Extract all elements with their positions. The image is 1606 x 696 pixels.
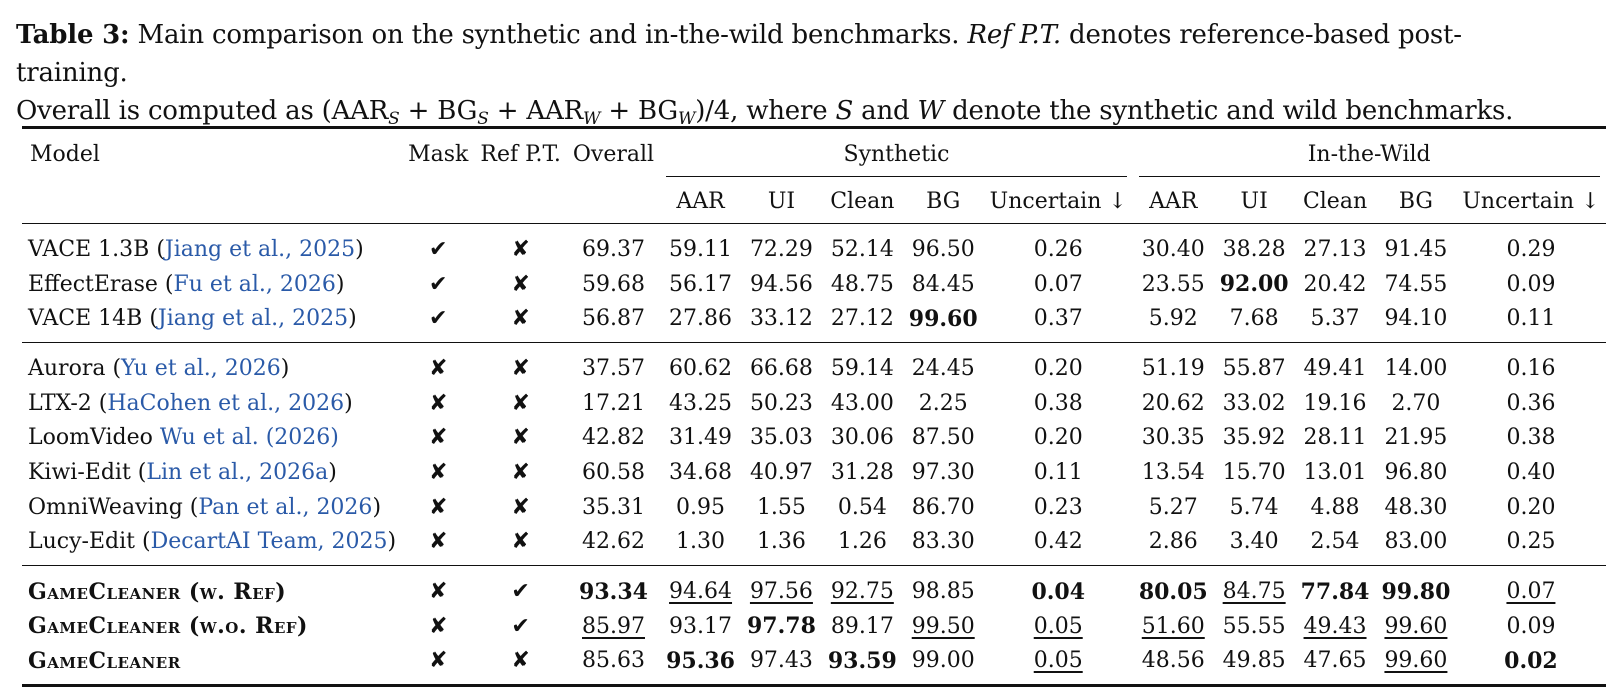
table-cell: 0.11: [1033, 459, 1083, 485]
table-cell: 1.36: [756, 529, 806, 555]
table-cell: 2.70: [1391, 390, 1441, 416]
model-name: GameCleaner (w. Ref): [22, 566, 402, 609]
table-cell: 0.23: [1033, 494, 1083, 520]
table-cell: 52.14: [822, 224, 903, 267]
table-row: [22, 566, 1606, 609]
subheader-syn-bg: BG: [926, 188, 961, 214]
ref-indicator: ✘: [511, 306, 530, 332]
subheader-wild-bg: BG: [1398, 188, 1433, 214]
table-cell: 2.25: [918, 390, 968, 416]
mask-indicator: ✘: [429, 613, 448, 639]
model-name: OmniWeaving (Pan et al., 2026): [28, 494, 382, 520]
model-name: GameCleaner (w.o. Ref): [28, 613, 308, 640]
table-cell: 4.88: [1310, 494, 1360, 520]
table-cell: 27.13: [1295, 224, 1376, 267]
table-cell: 0.40: [1506, 459, 1556, 485]
subheader-wild-ui: UI: [1240, 188, 1268, 214]
table-cell: 49.41: [1295, 343, 1376, 386]
table-cell: 27.86: [669, 306, 733, 332]
table-cell: 0.38: [1506, 425, 1556, 451]
table-cell: 94.64: [660, 566, 741, 609]
ref-indicator: ✘: [511, 425, 530, 451]
table-cell: 0.29: [1456, 224, 1605, 267]
table-cell: 96.50: [903, 224, 984, 267]
table-cell: 0.54: [837, 494, 887, 520]
subheader-wild-clean: Clean: [1302, 188, 1368, 214]
subheader-wild-aar: AAR: [1149, 188, 1198, 214]
table-cell: 85.63: [582, 648, 645, 674]
table-cell: 99.80: [1375, 566, 1456, 609]
mask-indicator: ✔: [429, 271, 448, 297]
table-cell: 95.36: [666, 647, 735, 674]
table-row: [22, 644, 1606, 686]
table-cell: 0.16: [1456, 343, 1605, 386]
table-cell: 47.65: [1303, 648, 1367, 674]
table-cell: 42.62: [582, 529, 645, 555]
table-cell: 0.07: [1456, 566, 1605, 609]
citation-link[interactable]: DecartAI Team, 2025: [150, 529, 388, 555]
table-cell: 19.16: [1303, 390, 1367, 416]
table-cell: 77.84: [1295, 566, 1376, 609]
table-row: [22, 386, 1606, 421]
ref-indicator: ✘: [511, 459, 530, 485]
table-cell: 17.21: [582, 390, 645, 416]
table-cell: 55.87: [1214, 343, 1295, 386]
table-cell: 0.20: [1506, 494, 1556, 520]
table-cell: 0.05: [1033, 613, 1083, 639]
header-synthetic: Synthetic: [660, 128, 1133, 180]
table-cell: 0.36: [1506, 390, 1556, 416]
table-cell: 83.00: [1384, 529, 1448, 555]
table-cell: 37.57: [567, 343, 660, 386]
table-cell: 30.40: [1133, 224, 1214, 267]
table-cell: 97.43: [749, 648, 813, 674]
mask-indicator: ✘: [429, 494, 448, 520]
table-cell: 66.68: [741, 343, 822, 386]
table-cell: 59.68: [582, 271, 645, 297]
mask-indicator: ✘: [429, 459, 448, 485]
ref-indicator: ✔: [474, 566, 567, 609]
ref-indicator: ✘: [474, 224, 567, 267]
table-cell: 30.35: [1141, 425, 1205, 451]
citation-link[interactable]: Pan et al., 2026: [198, 494, 373, 520]
ref-indicator: ✘: [511, 648, 530, 674]
mask-indicator: ✘: [429, 648, 448, 674]
table-cell: 72.29: [741, 224, 822, 267]
table-cell: 51.60: [1141, 613, 1205, 639]
model-name: GameCleaner: [28, 647, 181, 674]
table-cell: 97.30: [911, 459, 975, 485]
table-cell: 93.59: [827, 647, 897, 674]
table-cell: 27.12: [830, 306, 894, 332]
table-cell: 89.17: [830, 613, 894, 639]
model-name: Kiwi-Edit (Lin et al., 2026a): [28, 459, 337, 485]
ref-indicator: ✘: [511, 390, 530, 416]
table-cell: 21.95: [1384, 425, 1448, 451]
table-cell: 51.19: [1133, 343, 1214, 386]
mask-indicator: ✔: [429, 306, 448, 332]
table-cell: 92.00: [1219, 271, 1289, 298]
model-name: VACE 14B (Jiang et al., 2025): [28, 306, 357, 332]
table-cell: 0.26: [984, 224, 1133, 267]
table-cell: 31.28: [830, 459, 894, 485]
table-cell: 33.02: [1222, 390, 1286, 416]
table-cell: 74.55: [1384, 271, 1448, 297]
caption-label: Table 3:: [16, 20, 130, 50]
table-cell: 85.97: [582, 613, 645, 639]
subheader-syn-ui: UI: [767, 188, 796, 214]
table-cell: 94.56: [749, 271, 813, 297]
table-cell: 23.55: [1141, 271, 1205, 297]
table-cell: 99.00: [911, 648, 975, 674]
table-row: [22, 490, 1606, 525]
table-cell: 20.62: [1141, 390, 1205, 416]
header-overall: Overall: [572, 141, 655, 167]
table-cell: 69.37: [567, 224, 660, 267]
table-cell: 3.40: [1229, 529, 1279, 555]
table-cell: 56.87: [582, 306, 645, 332]
mask-indicator: ✘: [402, 343, 474, 386]
table-cell: 7.68: [1229, 306, 1279, 332]
table-cell: 38.28: [1214, 224, 1295, 267]
table-cell: 5.74: [1229, 494, 1279, 520]
header-mask: Mask: [408, 141, 469, 167]
subheader-syn-clean: Clean: [830, 188, 895, 214]
table-cell: 33.12: [749, 306, 813, 332]
table-cell: 60.62: [660, 343, 741, 386]
model-name: LTX-2 (HaCohen et al., 2026): [28, 390, 353, 416]
ref-indicator: ✘: [511, 529, 530, 555]
model-name: LoomVideo Wu et al. (2026): [28, 425, 339, 451]
table-cell: 0.11: [1506, 306, 1556, 332]
table-cell: 0.09: [1506, 271, 1556, 297]
citation-link[interactable]: Wu et al. (2026): [159, 425, 339, 451]
table-cell: 5.92: [1148, 306, 1198, 332]
table-cell: 99.60: [908, 305, 978, 332]
citation-link[interactable]: Jiang et al., 2025: [157, 306, 349, 332]
mask-indicator: ✘: [429, 390, 448, 416]
table-row: [22, 525, 1606, 566]
table-cell: 91.45: [1375, 224, 1456, 267]
subheader-syn-aar: AAR: [676, 188, 725, 214]
mask-indicator: ✔: [402, 224, 474, 267]
table-cell: 86.70: [911, 494, 975, 520]
header-model: Model: [30, 141, 100, 167]
table-cell: 99.60: [1384, 648, 1448, 674]
table-cell: 14.00: [1375, 343, 1456, 386]
table-cell: 80.05: [1133, 566, 1214, 609]
table-row: [22, 301, 1606, 342]
table-cell: 87.50: [911, 425, 975, 451]
table-row: [22, 224, 1606, 267]
model-name: EffectErase (Fu et al., 2026): [28, 271, 345, 297]
table-cell: 93.17: [669, 613, 733, 639]
table-row: [22, 609, 1606, 644]
table-cell: 93.34: [567, 566, 660, 609]
citation-link[interactable]: Yu et al., 2026: [121, 355, 281, 381]
table-cell: 48.30: [1384, 494, 1448, 520]
table-cell: 35.92: [1222, 425, 1286, 451]
table-cell: 0.05: [1033, 648, 1083, 674]
header-refpt: Ref P.T.: [480, 141, 561, 167]
model-name: Lucy-Edit (DecartAI Team, 2025): [28, 529, 397, 555]
ref-indicator: ✘: [474, 343, 567, 386]
table-cell: 1.55: [756, 494, 806, 520]
table-cell: 0.95: [676, 494, 726, 520]
table-cell: 34.68: [669, 459, 733, 485]
table-cell: 5.37: [1310, 306, 1360, 332]
table-cell: 98.85: [903, 566, 984, 609]
table-cell: 13.01: [1303, 459, 1367, 485]
model-name: VACE 1.3B (Jiang et al., 2025): [22, 224, 402, 267]
table-cell: 83.30: [911, 529, 975, 555]
table-cell: 1.26: [837, 529, 887, 555]
table-cell: 84.75: [1214, 566, 1295, 609]
table-cell: 31.49: [669, 425, 733, 451]
table-cell: 13.54: [1141, 459, 1205, 485]
mask-indicator: ✘: [429, 425, 448, 451]
table-row: [22, 455, 1606, 490]
table-cell: 48.56: [1141, 648, 1205, 674]
table-cell: 84.45: [911, 271, 975, 297]
table-cell: 55.55: [1222, 613, 1286, 639]
citation-link[interactable]: Fu et al., 2026: [173, 271, 336, 297]
ref-indicator: ✘: [511, 271, 530, 297]
table-cell: 35.03: [749, 425, 813, 451]
table-cell: 0.07: [1033, 271, 1083, 297]
subheader-wild-uncertain: Uncertain ↓: [1462, 188, 1600, 214]
table-cell: 48.75: [830, 271, 894, 297]
table-cell: 59.14: [822, 343, 903, 386]
table-caption: [16, 16, 1536, 130]
ref-indicator: ✘: [511, 494, 530, 520]
table-row: [22, 420, 1606, 455]
table-cell: 28.11: [1303, 425, 1367, 451]
mask-indicator: ✘: [429, 529, 448, 555]
comparison-table: [22, 126, 1606, 687]
table-cell: 92.75: [822, 566, 903, 609]
table-cell: 99.60: [1384, 613, 1448, 639]
table-cell: 20.42: [1303, 271, 1367, 297]
table-cell: 0.20: [984, 343, 1133, 386]
table-row: [22, 343, 1606, 386]
table-cell: 43.25: [669, 390, 733, 416]
table-cell: 40.97: [749, 459, 813, 485]
table-cell: 0.42: [1033, 529, 1083, 555]
table-cell: 56.17: [669, 271, 733, 297]
table-cell: 0.38: [1033, 390, 1083, 416]
table-cell: 0.20: [1033, 425, 1083, 451]
caption-line-2: Overall is computed as $(AAR_S + BG_S + AAR_W + BG_W)/4$, where S and W denote the synthetic and wild benchmarks.: [16, 96, 1514, 129]
citation-link[interactable]: Lin et al., 2026a: [146, 459, 329, 485]
table-cell: 42.82: [582, 425, 645, 451]
table-cell: 97.78: [746, 613, 816, 640]
table-cell: 0.37: [1033, 306, 1083, 332]
table-cell: 43.00: [830, 390, 894, 416]
table-cell: 0.02: [1504, 647, 1558, 674]
table-cell: 30.06: [830, 425, 894, 451]
table-cell: 49.43: [1303, 613, 1367, 639]
citation-link[interactable]: Jiang et al., 2025: [164, 236, 356, 262]
table-cell: 35.31: [582, 494, 645, 520]
table-cell: 24.45: [903, 343, 984, 386]
table-cell: 94.10: [1384, 306, 1448, 332]
table-cell: 5.27: [1148, 494, 1198, 520]
table-cell: 49.85: [1222, 648, 1286, 674]
header-in-the-wild: In-the-Wild: [1133, 128, 1606, 180]
table-body: [22, 224, 1606, 686]
table-cell: 50.23: [749, 390, 813, 416]
model-name: Aurora (Yu et al., 2026): [22, 343, 402, 386]
ref-indicator: ✔: [511, 613, 530, 639]
table-cell: 15.70: [1222, 459, 1286, 485]
table-cell: 1.30: [676, 529, 726, 555]
table-cell: 97.56: [741, 566, 822, 609]
table-cell: 99.50: [911, 613, 975, 639]
mask-indicator: ✘: [402, 566, 474, 609]
table-row: [22, 267, 1606, 302]
subheader-syn-uncertain: Uncertain ↓: [989, 188, 1127, 214]
table-cell: 2.54: [1310, 529, 1360, 555]
table-cell: 2.86: [1148, 529, 1198, 555]
citation-link[interactable]: HaCohen et al., 2026: [107, 390, 345, 416]
caption-line-1: Table 3: Main comparison on the synthetic and in-the-wild benchmarks. Ref P.T. denotes reference-based post-training.: [16, 20, 1462, 88]
table-cell: 60.58: [582, 459, 645, 485]
table-cell: 0.25: [1506, 529, 1556, 555]
table-cell: 96.80: [1384, 459, 1448, 485]
table-cell: 59.11: [660, 224, 741, 267]
table-cell: 0.09: [1506, 613, 1556, 639]
table-cell: 0.04: [984, 566, 1133, 609]
